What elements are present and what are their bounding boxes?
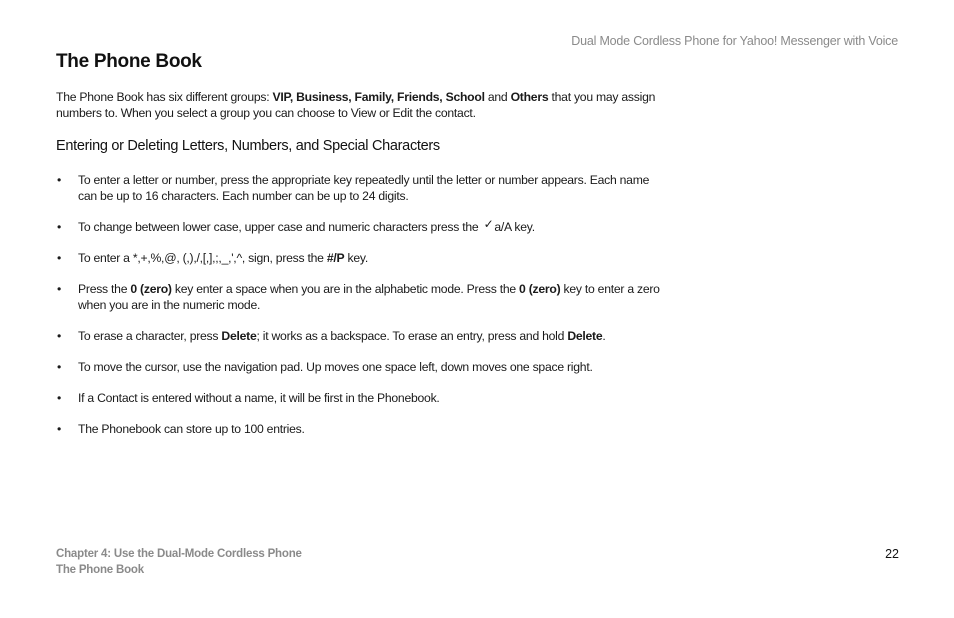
- checkmark-icon: ✓: [483, 217, 494, 231]
- bullet-marker: •: [57, 391, 62, 405]
- bullet-item: • To erase a character, press Delete; it works as a backspace. To erase an entry, press and hold Delete.: [57, 329, 606, 343]
- instruction-bullet-list: [56, 172, 666, 452]
- intro-paragraph: The Phone Book has six different groups: VIP, Business, Family, Friends, School and Others that you may assign numbers to. When you select a group you can choose to View or Edit the contact.: [56, 90, 656, 120]
- section-subheading: Entering or Deleting Letters, Numbers, and Special Characters: [56, 138, 440, 154]
- footer-chapter-info: [56, 546, 302, 578]
- document-header-title: Dual Mode Cordless Phone for Yahoo! Messenger with Voice: [571, 34, 898, 48]
- bullet-marker: •: [57, 220, 62, 234]
- bullet-item: • To enter a letter or number, press the appropriate key repeatedly until the letter or number appears. Each name can be up to 16 characters. Each number can be up to 24 digits.: [57, 173, 650, 203]
- page-title: The Phone Book: [56, 51, 202, 72]
- bullet-item: • To move the cursor, use the navigation pad. Up moves one space left, down moves one space right.: [57, 360, 593, 374]
- footer-chapter: Chapter 4: Use the Dual-Mode Cordless Phone: [56, 548, 302, 560]
- bullet-item: • If a Contact is entered without a name, it will be first in the Phonebook.: [57, 391, 440, 405]
- bullet-item: • Press the 0 (zero) key enter a space when you are in the alphabetic mode. Press the 0 (zero) key to enter a zero when you are in the numeric mode.: [57, 282, 660, 312]
- bullet-item: • To enter a *,+,%,@, (,),/,[,],;,_,',^, sign, press the #/P key.: [57, 251, 368, 265]
- bullet-marker: •: [57, 422, 62, 436]
- page-number: 22: [885, 547, 899, 561]
- bullet-marker: •: [57, 282, 62, 296]
- bullet-marker: •: [57, 360, 62, 374]
- bullet-marker: •: [57, 251, 62, 265]
- bullet-marker: •: [57, 329, 62, 343]
- bullet-item: • The Phonebook can store up to 100 entries.: [57, 422, 305, 436]
- bullet-item: • To change between lower case, upper case and numeric characters press the ✓a/A key.: [57, 217, 535, 234]
- bullet-marker: •: [57, 173, 62, 187]
- footer-section: The Phone Book: [56, 564, 144, 576]
